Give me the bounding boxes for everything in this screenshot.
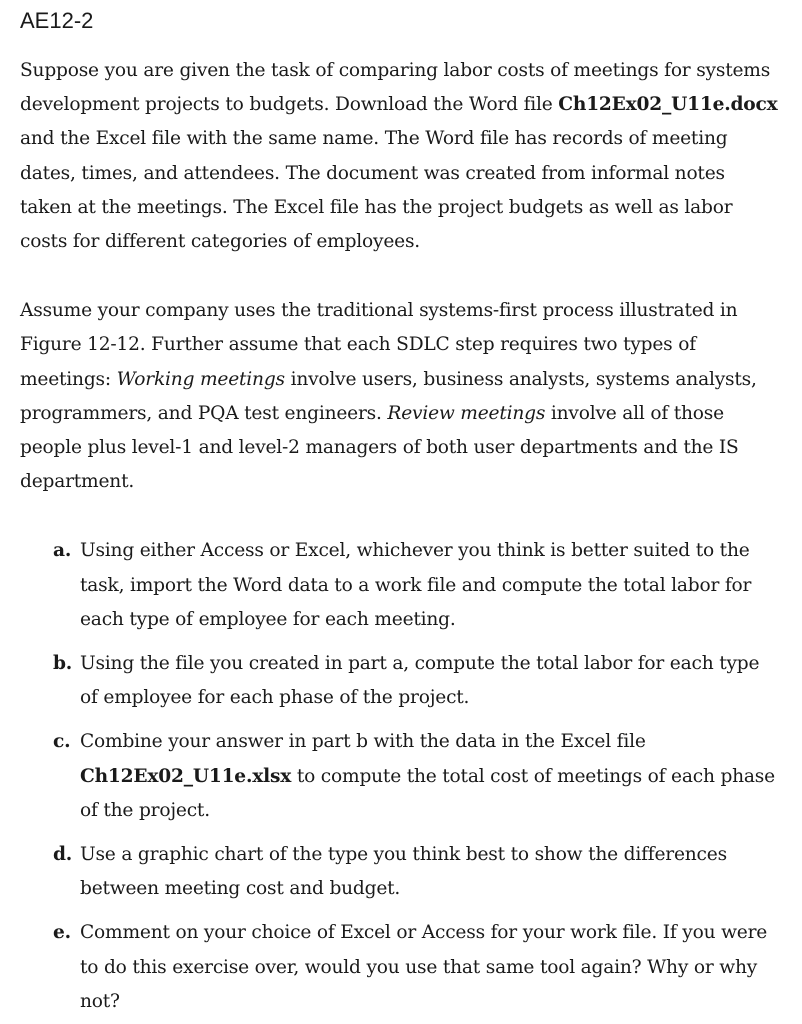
task-marker: e. <box>53 922 71 944</box>
task-text: Using either Access or Excel, whichever you think is better suited to the task, import the Word data to a work file and compute the total labor for each type of employee for each meeting. <box>80 540 752 630</box>
review-meetings-term: Review meetings <box>387 402 546 424</box>
task-item-c <box>53 725 782 828</box>
task-item-b <box>53 647 782 715</box>
task-marker: a. <box>53 540 72 562</box>
task-marker: c. <box>53 731 71 753</box>
task-text: Use a graphic chart of the type you think best to show the differences between meeting cost and budget. <box>80 844 727 900</box>
task-item-d <box>53 838 782 906</box>
assumption-paragraph <box>20 294 782 499</box>
task-list <box>20 534 782 1019</box>
task-marker: b. <box>53 653 73 675</box>
intro-paragraph <box>20 54 782 259</box>
assumption-text-1: Assume your company uses the traditional systems-first process illustrated in Figure 12-12. Further assume that each SDLC step requires two types of meetings: <box>20 300 738 390</box>
word-file-name: Ch12Ex02_U11e.docx <box>558 94 778 116</box>
assumption-text-3: involve all of those people plus level-1 and level-2 managers of both user departments and the IS department. <box>20 402 739 493</box>
assumption-text-2: involve users, business analysts, systems analysts, programmers, and PQA test engineers. <box>20 368 757 424</box>
intro-text-1: Suppose you are given the task of comparing labor costs of meetings for systems development projects to budgets. Download the Word file <box>20 60 771 116</box>
task-text: Comment on your choice of Excel or Access for your work file. If you were to do this exercise over, would you use that same tool again? Why or why not? <box>80 922 768 1012</box>
task-item-e <box>53 916 782 1019</box>
task-text: Combine your answer in part b with the data in the Excel file <box>80 731 646 753</box>
task-item-a <box>53 534 782 637</box>
working-meetings-term: Working meetings <box>116 368 285 390</box>
task-text: Using the file you created in part a, compute the total labor for each type of employee for each phase of the project. <box>80 653 760 709</box>
intro-text-2: and the Excel file with the same name. The Word file has records of meeting dates, times, and attendees. The document was created from informal notes taken at the meetings. The Excel file has the project budgets as well as labor costs for different categories of employees. <box>20 128 733 253</box>
task-text-2: to compute the total cost of meetings of each phase of the project. <box>80 765 775 821</box>
task-marker: d. <box>53 844 73 866</box>
excel-file-name: Ch12Ex02_U11e.xlsx <box>80 765 292 787</box>
exercise-heading: AE12-2 <box>20 8 94 33</box>
